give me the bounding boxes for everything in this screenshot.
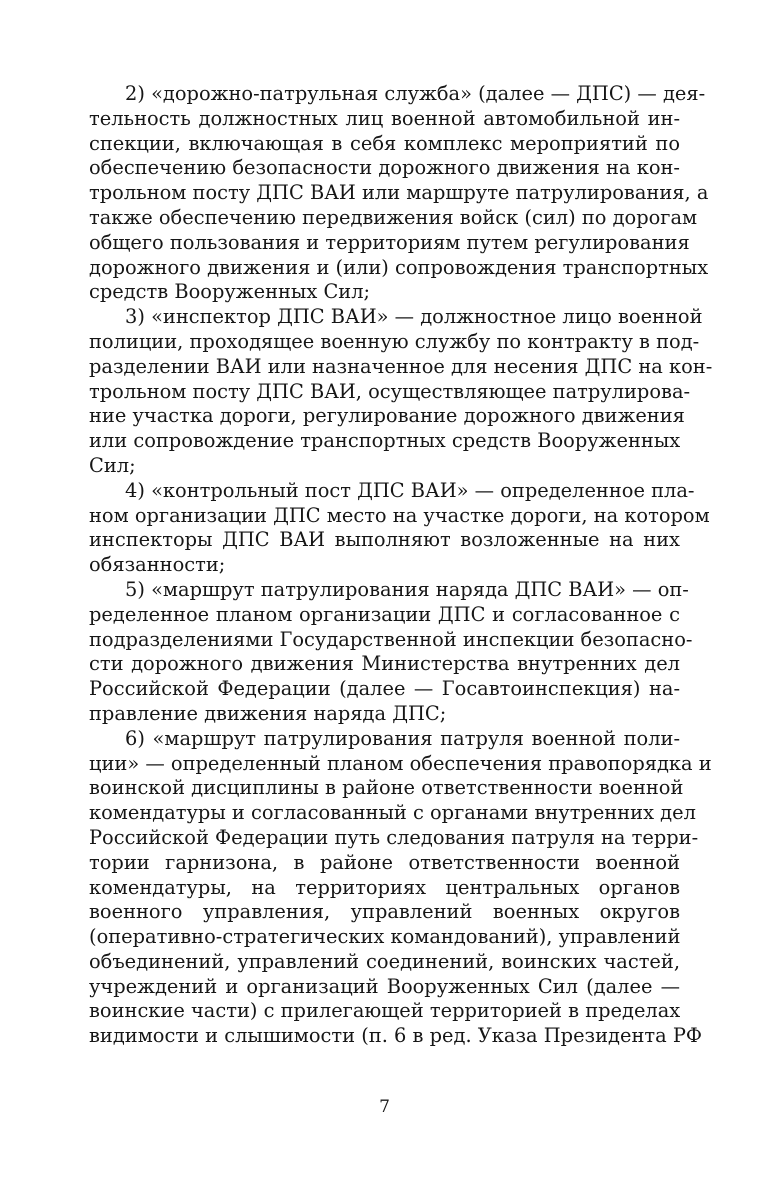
text-line: трольном посту ДПС ВАИ или маршруте патрулирования, а — [89, 181, 709, 205]
text-line: объединений, управлений соединений, воинских частей, — [89, 949, 680, 973]
text-line: комендатуры и согласованный с органами внутренних дел — [89, 801, 696, 825]
text-line: ределенное планом организации ДПС и согласованное с — [89, 602, 680, 626]
text-line: 3) «инспектор ДПС ВАИ» — должностное лицо военной — [125, 305, 703, 329]
paragraph-3 — [89, 305, 713, 479]
text-line: полиции, проходящее военную службу по контракту в под- — [89, 329, 700, 353]
paragraph-2 — [89, 82, 709, 305]
text-line: 4) «контрольный пост ДПС ВАИ» — определенное пла- — [125, 478, 695, 502]
text-line: воинские части) с прилегающей территорией в пределах — [89, 999, 681, 1023]
text-line: Российской Федерации (далее — Госавтоинспекция) на- — [89, 677, 680, 701]
text-line: (оперативно-стратегических командований), управлений — [89, 925, 681, 949]
text-line: 6) «маршрут патрулирования патруля военной поли- — [125, 726, 680, 750]
text-line: обязанности; — [89, 553, 226, 577]
text-line: 5) «маршрут патрулирования наряда ДПС ВАИ» — оп- — [125, 577, 689, 601]
text-line: военного управления, управлений военных округов — [89, 900, 680, 924]
paragraph-4 — [89, 478, 710, 578]
document-body — [89, 82, 713, 1049]
text-line: средств Вооруженных Сил; — [89, 280, 371, 304]
text-line: тельность должностных лиц военной автомобильной ин- — [89, 106, 680, 130]
text-line: также обеспечению передвижения войск (сил) по дорогам — [89, 205, 698, 229]
text-line: правление движения наряда ДПС; — [89, 701, 447, 725]
page-number: 7 — [379, 1097, 390, 1117]
text-line: обеспечению безопасности дорожного движения на кон- — [89, 156, 680, 180]
text-line: Сил; — [89, 453, 136, 477]
text-line: воинской дисциплины в районе ответственности военной — [89, 776, 684, 800]
text-line: комендатуры, на территориях центральных органов — [89, 875, 680, 899]
text-line: тории гарнизона, в районе ответственности военной — [89, 850, 680, 874]
text-line: учреждений и организаций Вооруженных Сил (далее — — [89, 974, 680, 998]
text-line: подразделениями Государственной инспекции безопасно- — [89, 627, 693, 651]
text-line: ние участка дороги, регулирование дорожного движения — [89, 404, 685, 428]
text-line: дорожного движения и (или) сопровождения транспортных — [89, 255, 709, 279]
text-line: видимости и слышимости (п. 6 в ред. Указа Президента РФ — [89, 1024, 702, 1048]
paragraph-5 — [89, 577, 693, 727]
text-line: 2) «дорожно-патрульная служба» (далее — ДПС) — дея- — [125, 82, 706, 105]
text-line: разделении ВАИ или назначенное для несения ДПС на кон- — [89, 354, 713, 378]
text-line: общего пользования и территориям путем регулирования — [89, 230, 690, 254]
text-line: спекции, включающая в себя комплекс мероприятий по — [89, 131, 680, 155]
text-line: ном организации ДПС место на участке дороги, на котором — [89, 503, 710, 527]
text-line: или сопровождение транспортных средств Вооруженных — [89, 429, 681, 453]
text-line: Российской Федерации путь следования патруля на терри- — [89, 825, 699, 849]
paragraph-6 — [89, 726, 712, 1049]
text-line: сти дорожного движения Министерства внутренних дел — [89, 652, 680, 676]
text-line: трольном посту ДПС ВАИ, осуществляющее патрулирова- — [89, 379, 691, 403]
text-line: ции» — определенный планом обеспечения правопорядка и — [89, 751, 712, 775]
text-line: инспекторы ДПС ВАИ выполняют возложенные на них — [89, 528, 680, 552]
